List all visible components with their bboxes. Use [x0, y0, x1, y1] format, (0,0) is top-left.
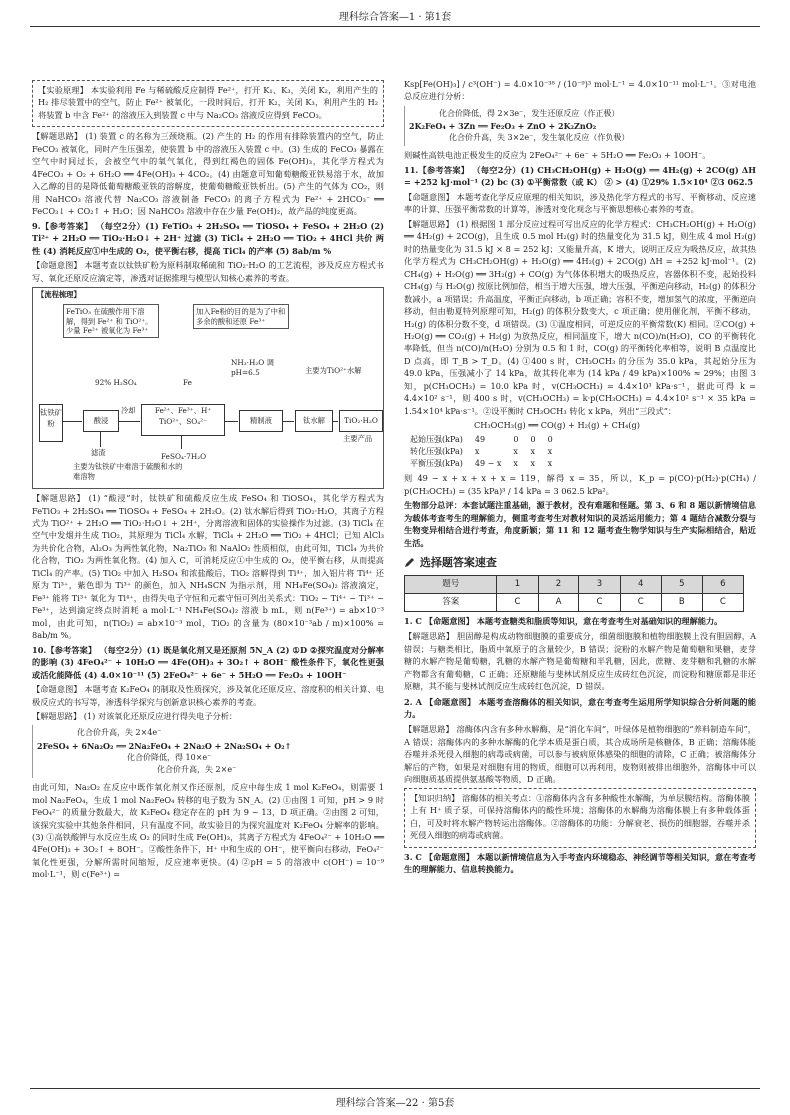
redox2-equation: 2K₂FeO₄ + 3Zn ══ Fe₂O₃ + ZnO + 2K₂ZnO₂ [409, 121, 597, 132]
redox1-top: 化合价升高，失 2×4e⁻ [77, 728, 162, 738]
flow-diagram [32, 287, 384, 489]
cell: 49 [474, 434, 486, 444]
cell: x [547, 459, 553, 469]
cell: 5 [661, 575, 702, 593]
cell: C [579, 593, 620, 611]
cell: x [530, 446, 535, 456]
q11-intent: 【命题意图】 本题考查化学反应原理的相关知识，涉及热化学方程式的书写、平衡移动、反应速率的计算、压强平衡常数的计算等，渗透对变化观念与平衡思想核心素养的考查。 [404, 191, 756, 215]
flow-box-ore: 钛铁矿粉 [39, 404, 63, 442]
pencil-icon [404, 556, 416, 568]
solve-q10-b: 由此可知，Na₂O₂ 在反应中既作氧化剂又作还原剂，反应中每生成 1 mol K₂FeO₄，则需要 1 mol Na₂FeO₄，生成 1 mol Na₂FeO₄ 转移的电子数为 5N_A。(2) ①由图 1 可知，pH > 9 时 FeO₄²⁻ 的质量分数最大，故 K₂FeO₄ 稳定存在的 pH 为 9 ~ 13，D 项正确。②由图 2 可知，该探究实验中其他条件相同，只有温度不同，故实验目的为探究温度对 K₂FeO₄ 分解率的影响。(3) ①高铁酸钾与水反应生成 O₂ 的同时生成 Fe(OH)₃，其离子方程式为 4FeO₄²⁻ + 10H₂O ══ 4Fe(OH)₃ + 3O₂↑ + 8OH⁻。②酸性条件下，H⁺ 中和生成的 OH⁻，使平衡向右移动，FeO₄²⁻ 氧化性更强，分解所需时间缩短，反应速率更快。(4) ②pH = 5 的溶液中 c(OH⁻) = 10⁻⁹ mol·L⁻¹，则 c(Fe³⁺) = [32, 782, 384, 880]
cell: 0 [530, 434, 536, 444]
flow-note-1: FeTiO₃ 在硫酸作用下溶解，得到 Fe²⁺ 和 TiO²⁺。少量 Fe²⁺ 被氧化为 Fe³⁺ [63, 304, 159, 338]
redox-analysis-1 [32, 725, 384, 778]
bio-q3-title: 3. C 【命题意图】 本题以新情境信息为入手考查内环境稳态、神经调节等相关知识，意在考查考生的理解能力、信息转换能力。 [404, 851, 756, 875]
flow-residue-note: 主要为钛铁矿中难溶于硫酸和水的难溶物 [73, 462, 183, 481]
flow-acid: 92% H₂SO₄ [95, 378, 137, 388]
flow-note-2: 加入Fe粉的目的是为了中和多余的酸和还原 Fe³⁺ [193, 304, 289, 329]
flow-arrow [282, 421, 294, 422]
redox2-after: 则碱性高铁电池正极发生的反应为 2FeO₄²⁻ + 6e⁻ + 5H₂O ══ Fe₂O₃ + 10OH⁻。 [404, 150, 711, 161]
flow-arrow [332, 421, 338, 422]
flow-note-3: NH₃·H₂O 调pH=6.5 [231, 358, 274, 377]
flow-residue: 滤渣 [91, 448, 106, 458]
table-row [404, 458, 559, 470]
redox1-equation: 2FeSO₄ + 6Na₂O₂ ══ 2Na₂FeO₄ + 2Na₂O + 2Na₂SO₄ + O₂↑ [37, 740, 292, 751]
q11-answer: 11.【参考答案】 （每空2分）(1) CH₃CH₂OH(g) + H₂O(g) ══ 4H₂(g) + 2CO(g) ΔH = +252 kJ·mol⁻¹ (2) bc (3) ①平衡常数（或 K） ② > (4) ①29% 1.5×10⁴ ②3 062.5 [404, 164, 756, 188]
cell: 0 [547, 434, 553, 444]
solve-q8: 【解题思路】 (1) 装置 c 的名称为三颈烧瓶。(2) 产生的 H₂ 的作用有排除装置内的空气，防止 FeCO₃ 被氧化，同时产生压强差，使装置 b 中的溶液压入装置 c 中。(3) 生成的 FeCO₃ 暴露在空气中时间过长，会被空气中的氧气氧化，得到红褐色的固体 Fe(OH)₃，其化学方程式为 4FeCO₃ + O₂ + 6H₂O ══ 4Fe(OH)₃ + 4CO₂。(4) 由题意可知葡萄糖酸亚铁易溶于水，故加入乙醇的目的是降低葡萄糖酸亚铁的溶解度，使葡萄糖酸亚铁析出。(5) 产生的气体为 CO₂，则用 NaHCO₃ 溶液代替 Na₂CO₃ 溶液制备 FeCO₃ 的离子方程式为 Fe²⁺ + 2HCO₃⁻ ══ FeCO₃↓ + CO₂↑ + H₂O；因 NaHCO₃ 溶液中存在少量 Fe(OH)₂，故产品的纯度更高。 [32, 131, 384, 217]
bio-q1-title: 1. C 【命题意图】 本题考查糖类和脂质等知识，意在考查考生对基础知识的理解能力。 [404, 615, 723, 626]
answer-table [404, 575, 744, 612]
cell: 0 [513, 434, 519, 444]
header-rule [30, 26, 760, 27]
bio-q2-tip: 【知识归纳】 溶酶体的相关考点：①溶酶体内含有多种酸性水解酶，为单层膜结构。溶酶体膜上有 H⁺ 质子泵，可保持溶酶体内的酸性环境；溶酶体的水解酶为溶酶体膜上有多种载体蛋白，可及时将水解产物转运出溶酶体。②溶酶体的功能：分解衰老、损伤的细胞器，吞噬并杀死侵入细胞的病毒或病菌。 [410, 792, 750, 841]
cell: C [497, 593, 538, 611]
flow-byproduct: FeSO₄·7H₂O [161, 452, 207, 462]
cell: x [530, 459, 535, 469]
cell: x [513, 459, 518, 469]
flow-note-4: 主要为TiO²⁺水解 [305, 366, 362, 376]
flow-box-product: TiO₂·H₂O [339, 410, 383, 432]
cell: 平衡压强(kPa) [410, 459, 463, 469]
cell: 4 [620, 575, 661, 593]
table-row [404, 446, 559, 458]
page-header: 理科综合答案—1 · 第1套 [338, 12, 452, 23]
cell: A [538, 593, 579, 611]
flow-box-hydrolysis: 钛水解 [295, 410, 333, 432]
quick-answer-title-text: 选择题答案速查 [419, 556, 497, 569]
table-row [405, 575, 744, 593]
table-row [404, 434, 559, 446]
redox2-bottom: 化合价升高，失 3×2e⁻，发生氧化反应（作负极） [449, 133, 630, 143]
right-column [404, 78, 756, 879]
flow-product-label: 主要产品 [343, 434, 373, 444]
q10-intent: 【命题意图】 本题考查 K₂FeO₄ 的制取及性质探究，涉及氧化还原反应、溶度积的相关计算、电极反应式的书写等，渗透科学探究与创新意识核心素养的考查。 [32, 684, 384, 707]
flow-arrow [181, 435, 182, 449]
redox1-bottom: 化合价升高，失 2×e⁻ [157, 764, 237, 774]
cell: 49 − x [474, 459, 502, 469]
cell: x [513, 446, 518, 456]
bio-q1-solve: 【解题思路】 胆固醇是构成动物细胞膜的重要成分，细菌细胞膜和植物细胞膜上没有胆固醇，A 错误；与糖类相比，脂质中氧原子的含量较少，B 错误；淀粉的水解产物是葡萄糖和果糖，麦芽糖的水解产物是葡萄糖，乳糖的水解产物是葡萄糖和半乳糖，因此，蔗糖、麦芽糖和乳糖的水解产物都含有葡萄糖，C 正确；还原糖能与斐林试剂反应生成砖红色沉淀，而淀粉和糖原都是非还原糖，其不能与斐林试剂反应生成砖红色沉淀，D 错误。 [404, 631, 756, 692]
cell: 2 [538, 575, 579, 593]
redox-analysis-2 [404, 106, 756, 146]
cell: 6 [702, 575, 743, 593]
quick-answer-title [404, 555, 756, 572]
tri-table [404, 434, 559, 470]
exp-principle: 【实验原理】 本实验利用 Fe 与稀硫酸反应制得 Fe²⁺，打开 K₁、K₃，关闭 K₂，利用产生的 H₂ 排尽装置中的空气，防止 Fe²⁺ 被氧化，一段时间后，打开 K₂，关闭 K₃，利用产生的 H₂ 将装置 b 中含 Fe²⁺ 的溶液压入到装置 c 中与 Na₂CO₃ 溶液反应得到 FeCO₃。 [38, 85, 378, 120]
flow-box-refined: 精制液 [239, 410, 283, 432]
exp-principle-box [32, 80, 384, 127]
bio-q2-title: 2. A 【命题意图】 本题考查溶酶体的相关知识，意在考查考生运用所学知识综合分析问题的能力。 [404, 696, 756, 719]
table-row [405, 593, 744, 611]
ksp-line: Ksp[Fe(OH)₃] / c³(OH⁻) = 4.0×10⁻³⁸ / (10⁻⁹)³ mol·L⁻¹ = 4.0×10⁻¹¹ mol·L⁻¹。③对电池总反应进行分析： [404, 79, 756, 102]
solve-q11: 【解题思路】 (1) 根据图 1 部分反应过程可写出反应的化学方程式：CH₃CH₂OH(g) + H₂O(g) ══ 4H₂(g) + 2CO(g)，且生成 0.5 mol H₂(g) 时的热量变化为 31.5 kJ，则生成 4 mol H₂(g) 时的热量变化为 31.5 kJ × 8 = 252 kJ；又能量升高，K 增大，说明正反应为吸热反应，故其热化学方程式为 CH₃CH₂OH(g) + H₂O(g) ══ 4H₂(g) + 2CO(g) ΔH = +252 kJ·mol⁻¹。(2) CH₄(g) + H₂O(g) ══ 3H₂(g) + CO(g) 为气体体积增大的吸热反应，容器体积不变，起始投料 CH₄(g) 与 H₂O(g) 按原比例加倍，相当于增大压强，增大压强，平衡逆向移动，H₂(g) 的体积分数减小，a 项错误；升高温度，平衡正向移动，b 项正确；容积不变，增加氢气的浓度，平衡逆向移动，但由勒夏特列原理可知，H₂(g) 的体积分数变大，c 项正确；使用催化剂，平衡不移动，H₂(g) 的体积分数不变，d 项错误。(3) ①温度相同，可逆反应的平衡常数(K) 相同。②CO(g) + H₂O(g) ══ CO₂(g) + H₂(g) 为放热反应，相同温度下，增大 n(CO)/n(H₂O)，CO 的平衡转化率降低，但当 n(CO)/n(H₂O) 分别为 0.5 和 1 时，CO(g) 的平衡转化率相等，说明 B 点温度比 D 点高，即 T_B > T_D。(4) ①400 s 时，CH₃OCH₃ 的分压为 35.0 kPa，其起始分压为 49.0 kPa，压强减小了 14 kPa，故其转化率为 (14 kPa / 49 kPa)×100% ≈ 29%；由图 3 知，p(CH₃OCH₃) = 10.0 kPa 时，v(CH₃OCH₃) = 4.4×10³ kPa·s⁻¹，据此可得 k = 4.4×10² s⁻¹，则 400 s 时，v(CH₃OCH₃) = k·p(CH₃OCH₃) = 4.4×10² s⁻¹ × 35 kPa = 1.54×10⁴ kPa·s⁻¹。②设平衡时 CH₃OCH₃ 转化 x kPa，列出“三段式”： [404, 218, 756, 416]
cell: 3 [579, 575, 620, 593]
biology-summary: 生物部分总评：本套试题注重基础，源于教材，没有难题和怪题。第 3、6 和 8 题以新情境信息为载体考查考生的理解能力，侧重考查考生对教材知识的灵活运用能力；第 4 题结合减数分裂与生物变异相结合进行考查，角度新颖；第 11 和 12 题考查生物学知识与生产实际相结合，贴近生活。 [404, 500, 756, 548]
redox2-top: 化合价降低，得 2×3e⁻，发生还原反应（作正极） [439, 108, 620, 118]
solve-q10-a: 【解题思路】 (1) 对该氧化还原反应进行得失电子分析： [32, 711, 238, 721]
cell: B [661, 593, 702, 611]
q10-answer: 10.【参考答案】 （每空2分）(1) 既是氧化剂又是还原剂 5N_A (2) ①D ②探究温度对分解率的影响 (3) 4FeO₄²⁻ + 10H₂O ══ 4Fe(OH)₃ + 3O₂↑ + 8OH⁻ 酸性条件下，氧化性更强或活化能降低 (4) 4.0×10⁻¹¹ (5) 2FeO₄²⁻ + 6e⁻ + 5H₂O ══ Fe₂O₃ + 10OH⁻ [32, 644, 384, 680]
flow-arrow [62, 421, 82, 422]
flow-arrow [100, 431, 101, 447]
flow-arrow [118, 421, 140, 422]
page-footer: 理科综合答案—22 · 第5套 [335, 1098, 455, 1109]
flow-cool: 冷却 [121, 406, 136, 416]
cell: 转化压强(kPa) [410, 446, 463, 456]
cell: C [702, 593, 743, 611]
flow-arrow [224, 421, 238, 422]
cell: 题号 [405, 575, 497, 593]
redox1-mid: 化合价降低，得 10×e⁻ [127, 752, 212, 762]
knowledge-box [404, 788, 756, 848]
tri-equation: CH₃OCH₃(g) ══ CO(g) + H₂(g) + CH₄(g) [474, 420, 640, 431]
cell: 答案 [405, 593, 497, 611]
flow-fe: Fe [183, 378, 192, 388]
cell: 起始压强(kPa) [410, 434, 463, 444]
flow-title: 【流程梳理】 [37, 290, 81, 300]
bio-q2-solve: 【解题思路】 溶酶体内含有多种水解酶，是“消化车间”，叶绿体是植物细胞的“养料制造车间”，A 错误；溶酶体内的多种水解酶的化学本质是蛋白质，其合成场所是核糖体，B 正确；溶酶体能吞噬并杀死侵入细胞的病毒或病菌，可以参与被病原体感染的细胞的清除，C 正确；被溶酶体分解后的产物，如果是对细胞有用的物质，细胞可以再利用，废物则被排出细胞外，溶酶体中可以向细胞质基质提供氨基酸等物质，D 正确。 [404, 724, 756, 785]
left-column [32, 78, 384, 883]
q9-intent: 【命题意图】 本题考查以钛铁矿粉为原料制取稀硫和 TiO₂·H₂O 的工艺流程，涉及反应方程式书写、氧化还原反应滴定等，渗透对证据推理与模型认知核心素养的考查。 [32, 260, 384, 283]
cell: 1 [497, 575, 538, 593]
cell: x [547, 446, 553, 456]
cell: C [620, 593, 661, 611]
solve-q9: 【解题思路】 (1) “酸浸”时，钛铁矿和硫酸反应生成 FeSO₄ 和 TiOSO₄，其化学方程式为 FeTiO₃ + 2H₂SO₄ ══ TiOSO₄ + FeSO₄ + 2H₂O。(2) 钛水解后得到 TiO₂·H₂O，其离子方程式为 TiO²⁺ + 2H₂O ══ TiO₂·H₂O↓ + 2H⁺，分离溶液和固体的实验操作为过滤。(3) TiCl₄ 在空气中发烟并生成 TiO₂，其原理为 TiCl₄ 水解，TiCl₄ + 2H₂O ══ TiO₂ + 4HCl；已知 AlCl₃ 为共价化合物，Al₂O₃ 为两性氧化物，Na₂TiO₃ 和 NaAlO₂ 性质相似，由此可知，TiCl₄ 为共价化合物，TiO₂ 为两性氧化物。(4) 加入 C，可消耗反应①中生成的 O₂，使平衡右移，从而提高 TiCl₄ 的产率。(5) TiO₂ 中加入 H₂SO₄ 和浓盐酸后，TiO₂ 溶解得到 Ti⁴⁺，加入铝片将 Ti⁴⁺ 还原为 Ti³⁺，紫色即为 Ti³⁺ 的颜色，加入 NH₄SCN 为指示剂，用 NH₄Fe(SO₄)₂ 溶液滴定，Fe³⁺ 能将 Ti³⁺ 氧化为 Ti⁴⁺，由得失电子守恒和元素守恒可列出关系式：TiO₂ ~ Ti⁴⁺ ~ Ti³⁺ ~ Fe³⁺，达到滴定终点时消耗 a mol·L⁻¹ NH₄Fe(SO₄)₂ 溶液 b mL，则 n(Fe³⁺) = ab×10⁻³ mol，由此可知，n(TiO₂) = ab×10⁻³ mol，TiO₂ 的含量为 (80×10⁻³ab / m)×100% = 8ab/m %。 [32, 493, 384, 641]
flow-box-ions: Fe²⁺、Fe³⁺、H⁺ TiO²⁺、SO₄²⁻ [141, 404, 225, 436]
footer-rule [30, 1088, 760, 1089]
flow-box-acid-leach: 酸浸 [83, 410, 119, 432]
cell: x [474, 446, 480, 456]
q9-answer: 9.【参考答案】 （每空2分）(1) FeTiO₃ + 2H₂SO₄ ══ TiOSO₄ + FeSO₄ + 2H₂O (2) Ti²⁺ + 2H₂O ══ TiO₂·H₂O↓ + 2H⁺ 过滤 (3) TiCl₄ + 2H₂O ══ TiO₂ + 4HCl 共价 两性 (4) 消耗反应①中生成的 O₂，使平衡右移，提高 TiCl₄ 的产率 (5) 8ab/m % [32, 220, 384, 256]
tri-after: 则 49 − x + x + x + x = 119，解得 x = 35，所以，K_p = p(CO)·p(H₂)·p(CH₄) / p(CH₃OCH₃) = (35 kPa)³ / 14 kPa = 3 062.5 kPa²。 [404, 473, 756, 496]
